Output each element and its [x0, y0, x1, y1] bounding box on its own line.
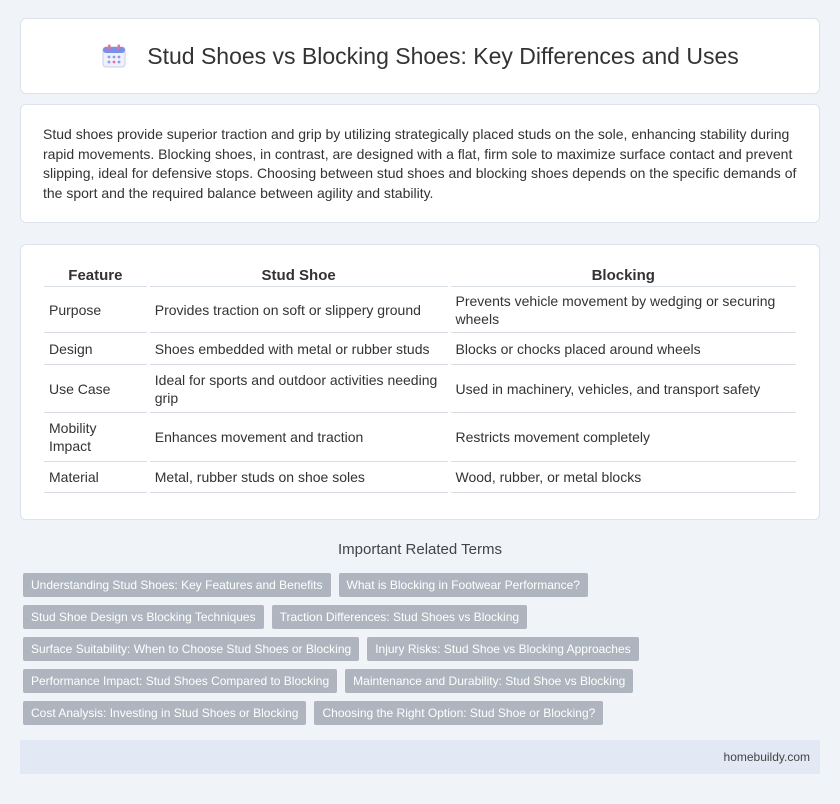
table-cell: Design — [44, 333, 147, 365]
related-term-link[interactable]: Understanding Stud Shoes: Key Features and Benefits — [23, 573, 331, 597]
table-cell: Restricts movement completely — [451, 413, 797, 462]
related-term-link[interactable]: Stud Shoe Design vs Blocking Techniques — [23, 605, 264, 629]
table-cell: Shoes embedded with metal or rubber studs — [150, 333, 448, 365]
tag-row — [23, 701, 823, 725]
comparison-card — [20, 244, 820, 520]
table-cell: Wood, rubber, or metal blocks — [451, 462, 797, 493]
table-row — [44, 287, 796, 333]
intro-card — [20, 104, 820, 223]
table-cell: Blocks or chocks placed around wheels — [451, 333, 797, 365]
related-term-link[interactable]: Injury Risks: Stud Shoe vs Blocking Approaches — [367, 637, 638, 661]
table-row — [44, 413, 796, 462]
table-cell: Purpose — [44, 287, 147, 333]
table-cell: Provides traction on soft or slippery ground — [150, 287, 448, 333]
tag-row — [23, 605, 823, 629]
tag-row — [23, 573, 823, 597]
table-cell: Enhances movement and traction — [150, 413, 448, 462]
related-term-link[interactable]: Cost Analysis: Investing in Stud Shoes or Blocking — [23, 701, 306, 725]
related-term-link[interactable]: Traction Differences: Stud Shoes vs Blocking — [272, 605, 527, 629]
related-term-link[interactable]: Choosing the Right Option: Stud Shoe or Blocking? — [314, 701, 603, 725]
tag-row — [23, 669, 823, 693]
footer — [20, 740, 820, 774]
header-stud-shoe: Stud Shoe — [150, 265, 448, 287]
related-term-link[interactable]: Performance Impact: Stud Shoes Compared to Blocking — [23, 669, 337, 693]
table-cell: Material — [44, 462, 147, 493]
table-cell: Mobility Impact — [44, 413, 147, 462]
header-feature: Feature — [44, 265, 147, 287]
related-term-link[interactable]: Surface Suitability: When to Choose Stud Shoes or Blocking — [23, 637, 359, 661]
page-title: Stud Shoes vs Blocking Shoes: Key Differences and Uses — [147, 42, 739, 69]
table-cell: Used in machinery, vehicles, and transport safety — [451, 365, 797, 413]
table-row — [44, 333, 796, 365]
table-header-row — [44, 265, 796, 287]
table-row — [44, 462, 796, 493]
related-term-link[interactable]: Maintenance and Durability: Stud Shoe vs Blocking — [345, 669, 633, 693]
table-cell: Ideal for sports and outdoor activities needing grip — [150, 365, 448, 413]
header-blocking: Blocking — [451, 265, 797, 287]
calendar-icon — [101, 43, 127, 69]
table-cell: Prevents vehicle movement by wedging or securing wheels — [451, 287, 797, 333]
intro-text: Stud shoes provide superior traction and grip by utilizing strategically placed studs on the sole, enhancing stability during rapid movements. Blocking shoes, in contrast, are designed with a flat, firm sole to maximize surface contact and prevent slipping, ideal for defensive stops. Choosing between stud shoes and blocking shoes depends on the specific demands of the sport and the required balance between agility and stability. — [43, 126, 797, 201]
related-terms-title: Important Related Terms — [338, 541, 502, 558]
related-term-link[interactable]: What is Blocking in Footwear Performance? — [339, 573, 588, 597]
comparison-table — [41, 265, 799, 493]
tag-row — [23, 637, 823, 661]
footer-site-link[interactable]: homebuildy.com — [723, 750, 810, 764]
header-card — [20, 18, 820, 94]
table-cell: Metal, rubber studs on shoe soles — [150, 462, 448, 493]
table-cell: Use Case — [44, 365, 147, 413]
table-row — [44, 365, 796, 413]
related-terms-list — [23, 573, 823, 733]
